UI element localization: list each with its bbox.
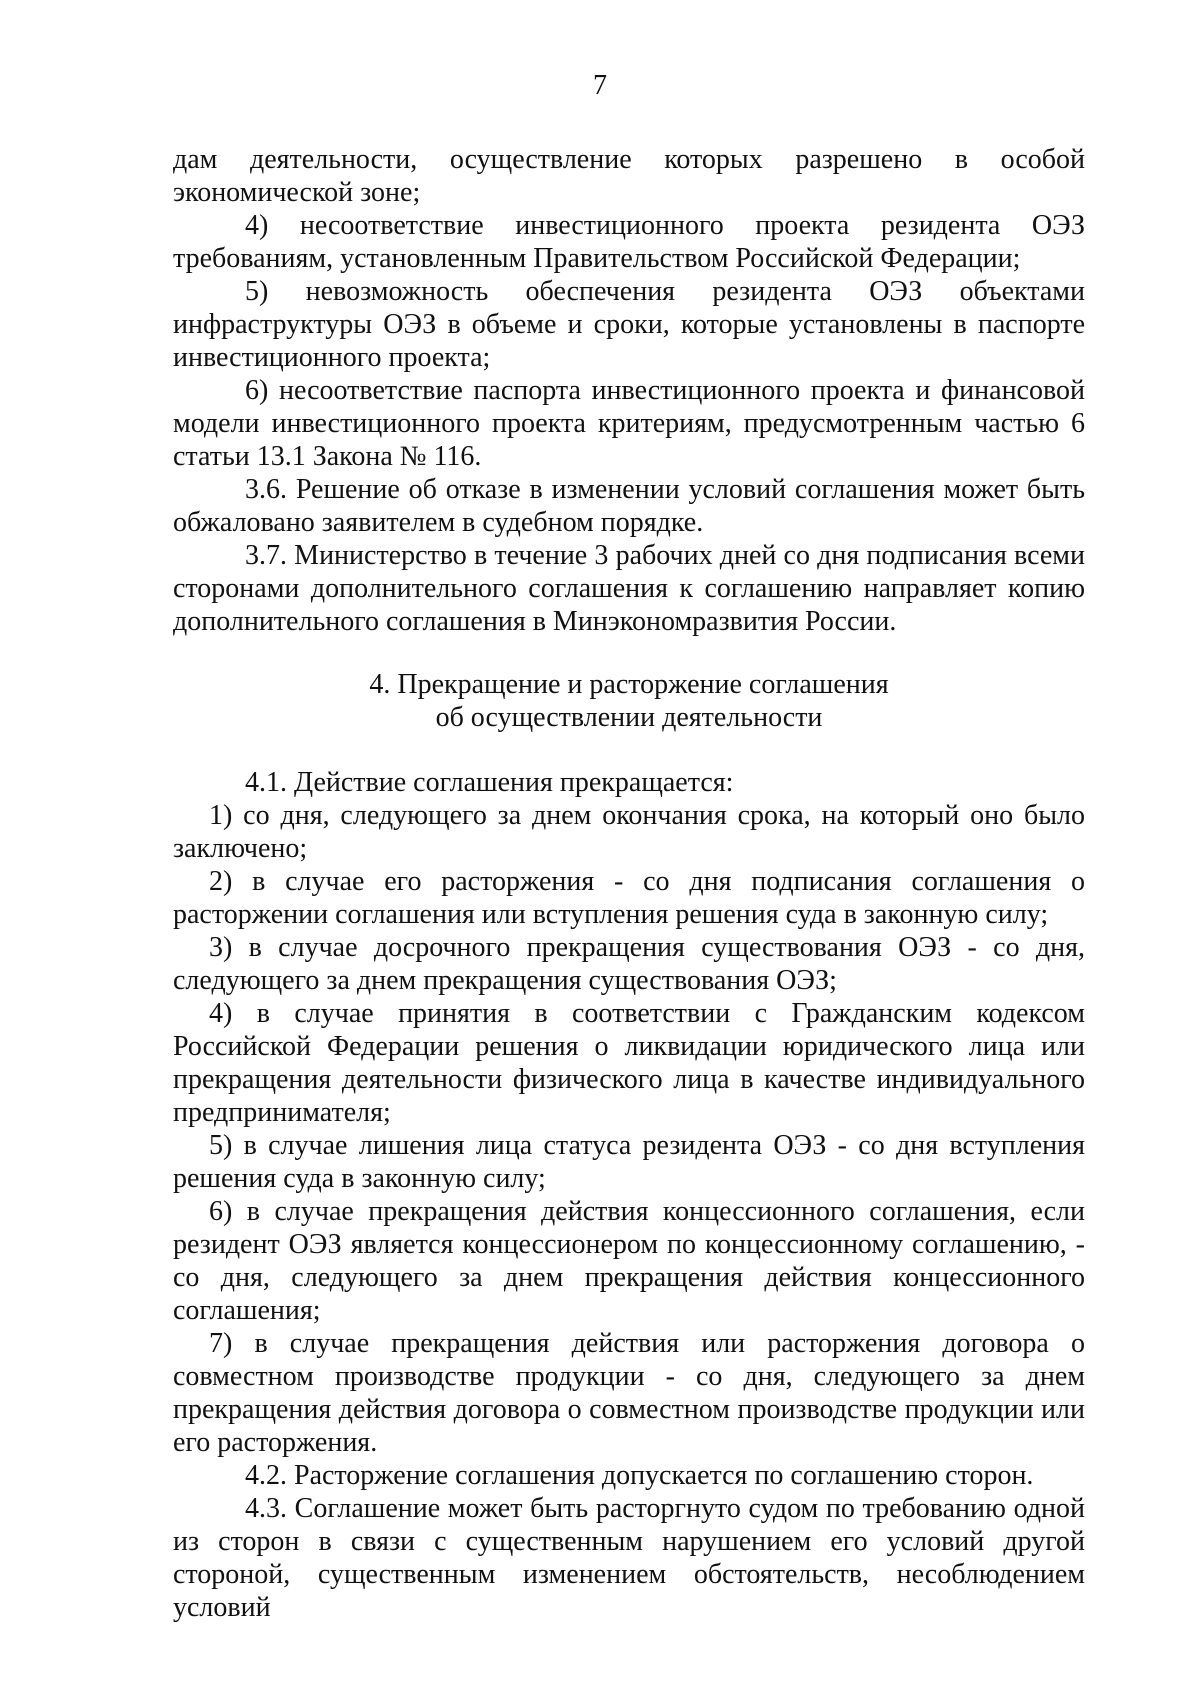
section-heading xyxy=(173,668,1085,734)
paragraph: 3.7. Министерство в течение 3 рабочих дней со дня подписания всеми сторонами дополнительного соглашения к соглашению направляет копию дополнительного соглашения в Минэкономразвития России. xyxy=(173,540,1085,637)
paragraph: 4) несоответствие инвестиционного проекта резидента ОЭЗ требованиям, установленным Правительством Российской Федерации; xyxy=(173,210,1085,274)
paragraph: 5) невозможность обеспечения резидента ОЭЗ объектами инфраструктуры ОЭЗ в объеме и сроки, которые установлены в паспорте инвестиционного проекта; xyxy=(173,276,1085,373)
paragraph: 3) в случае досрочного прекращения существования ОЭЗ - со дня, следующего за днем прекращения существования ОЭЗ; xyxy=(173,932,1085,996)
paragraph: 7) в случае прекращения действия или расторжения договора о совместном производстве продукции - со дня, следующего за днем прекращения действия договора о совместном производстве продукции или его расторжения. xyxy=(173,1328,1085,1458)
paragraph: 4.1. Действие соглашения прекращается: xyxy=(245,767,734,798)
paragraph: 4.2. Расторжение соглашения допускается по соглашению сторон. xyxy=(245,1460,1034,1491)
paragraph: 5) в случае лишения лица статуса резидента ОЭЗ - со дня вступления решения суда в законную силу; xyxy=(173,1130,1085,1194)
document-body xyxy=(173,143,1085,1624)
paragraph: 2) в случае его расторжения - со дня подписания соглашения о расторжении соглашения или вступления решения суда в законную силу; xyxy=(173,866,1085,930)
paragraphs-bottom xyxy=(173,766,1085,1624)
paragraph: 6) несоответствие паспорта инвестиционного проекта и финансовой модели инвестиционного проекта критериям, предусмотренным частью 6 статьи 13.1 Закона № 116. xyxy=(173,375,1085,472)
page-number: 7 xyxy=(593,70,607,101)
section-heading-line-2: об осуществлении деятельности xyxy=(435,702,823,733)
section-heading-line-1: 4. Прекращение и расторжение соглашения xyxy=(369,669,889,700)
paragraphs-top xyxy=(173,143,1085,638)
paragraph: дам деятельности, осуществление которых разрешено в особой экономической зоне; xyxy=(173,144,1085,208)
paragraph: 3.6. Решение об отказе в изменении условий соглашения может быть обжаловано заявителем в судебном порядке. xyxy=(173,474,1085,538)
paragraph: 1) со дня, следующего за днем окончания срока, на который оно было заключено; xyxy=(173,800,1085,864)
paragraph: 6) в случае прекращения действия концессионного соглашения, если резидент ОЭЗ является концессионером по концессионному соглашению, - со дня, следующего за днем прекращения действия концессионного соглашения; xyxy=(173,1196,1085,1326)
paragraph: 4.3. Соглашение может быть расторгнуто судом по требованию одной из сторон в связи с существенным нарушением его условий другой стороной, существенным изменением обстоятельств, несоблюдением условий xyxy=(173,1493,1085,1623)
paragraph: 4) в случае принятия в соответствии с Гражданским кодексом Российской Федерации решения о ликвидации юридического лица или прекращения деятельности физического лица в качестве индивидуального предпринимателя; xyxy=(173,998,1085,1128)
